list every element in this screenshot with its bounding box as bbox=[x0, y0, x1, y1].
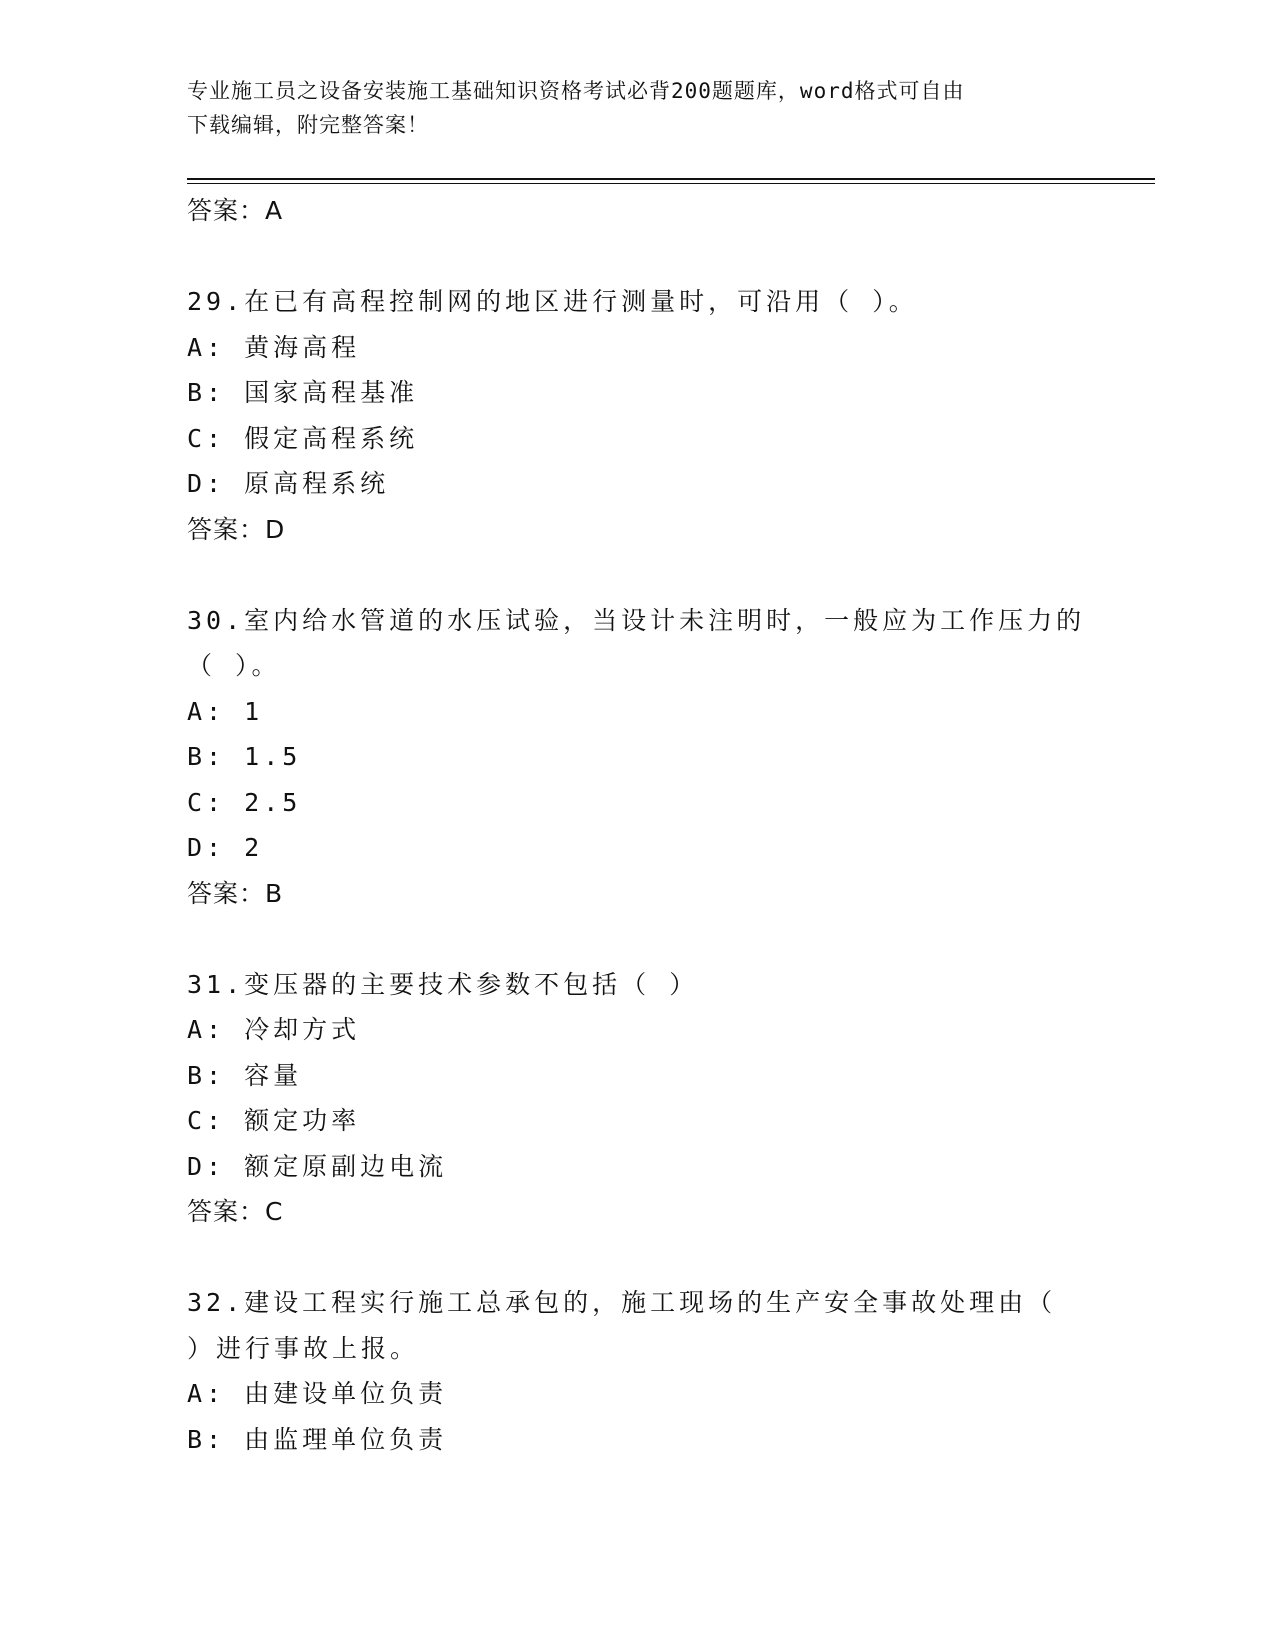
question-30 bbox=[187, 598, 1087, 917]
question-32 bbox=[187, 1280, 1087, 1462]
spacer bbox=[187, 916, 1087, 962]
option-a: A: 由建设单位负责 bbox=[187, 1379, 448, 1408]
answer: 答案：D bbox=[187, 514, 286, 544]
spacer bbox=[187, 1235, 1087, 1281]
spacer bbox=[187, 552, 1087, 598]
option-c: C: 假定高程系统 bbox=[187, 423, 419, 453]
answer: 答案：C bbox=[187, 1197, 284, 1226]
option-d: D: 原高程系统 bbox=[187, 469, 390, 498]
spacer bbox=[187, 234, 1087, 280]
option-b: B: 容量 bbox=[187, 1060, 303, 1090]
option-c: C: 2.5 bbox=[187, 787, 302, 817]
answer: 答案：B bbox=[187, 878, 284, 908]
header-line-2: 下载编辑，附完整答案！ bbox=[187, 113, 429, 137]
question-list bbox=[187, 188, 1087, 1462]
header-divider-thick bbox=[187, 178, 1155, 180]
option-b: B: 由监理单位负责 bbox=[187, 1424, 448, 1454]
question-31 bbox=[187, 962, 1087, 1235]
question-stem: 30.室内给水管道的水压试验，当设计未注明时，一般应为工作压力的 bbox=[187, 605, 1086, 635]
option-a: A: 1 bbox=[187, 696, 264, 726]
header-divider-thin bbox=[187, 183, 1155, 184]
option-a: A: 冷却方式 bbox=[187, 1015, 361, 1044]
question-29 bbox=[187, 279, 1087, 552]
option-b: B: 1.5 bbox=[187, 742, 302, 771]
question-stem: 29.在已有高程控制网的地区进行测量时，可沿用（ ）。 bbox=[187, 287, 918, 316]
header-line-1: 专业施工员之设备安装施工基础知识资格考试必背200题题库，word格式可自由 bbox=[187, 79, 965, 103]
question-stem-cont: （ ）。 bbox=[187, 651, 281, 680]
option-c: C: 额定功率 bbox=[187, 1106, 361, 1135]
option-d: D: 2 bbox=[187, 833, 264, 862]
question-stem: 31.变压器的主要技术参数不包括（ ） bbox=[187, 969, 699, 999]
question-stem: 32.建设工程实行施工总承包的，施工现场的生产安全事故处理由（ bbox=[187, 1288, 1057, 1317]
question-stem-cont: ）进行事故上报。 bbox=[187, 1333, 420, 1363]
previous-answer: 答案：A bbox=[187, 196, 284, 225]
option-d: D: 额定原副边电流 bbox=[187, 1151, 448, 1181]
document-header bbox=[187, 74, 1067, 142]
option-b: B: 国家高程基准 bbox=[187, 378, 419, 407]
option-a: A: 黄海高程 bbox=[187, 332, 361, 362]
